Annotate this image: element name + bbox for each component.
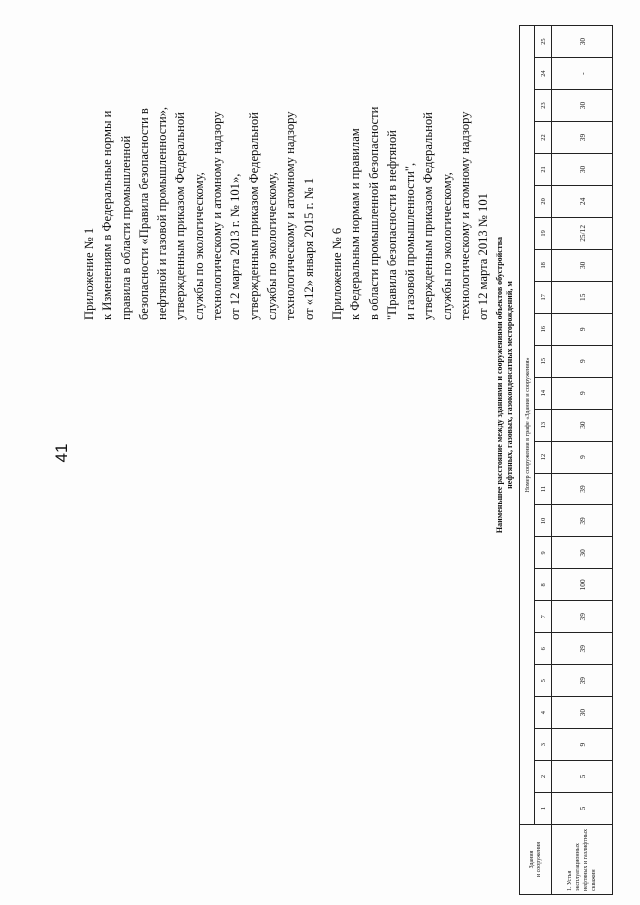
appendix-1-line: службы по экологическому, [191, 172, 206, 320]
column-number-cell: 15 [535, 345, 552, 377]
column-number-row [535, 26, 552, 895]
value-cell: 39 [552, 665, 613, 697]
row-label-line: скважин [591, 869, 597, 891]
value-cell: 30 [552, 537, 613, 569]
column-number-cell: 21 [535, 153, 552, 185]
value-cell: 39 [552, 505, 613, 537]
appendix-6-line: к Федеральным нормам и правилам [348, 128, 363, 320]
appendix-6-line: технологическому и атомному надзору [458, 111, 473, 320]
appendix-6-line: утвержденным приказом Федеральной [421, 112, 436, 320]
appendix-1-block [80, 107, 318, 320]
value-cell: 100 [552, 569, 613, 601]
appendix-1-line: Приложение № 1 [82, 227, 96, 320]
appendix-6-line: службы по экологическому, [439, 172, 454, 320]
column-number-cell: 16 [535, 313, 552, 345]
value-cell: 5 [552, 761, 613, 793]
value-cell: 15 [552, 281, 613, 313]
value-cell: 24 [552, 185, 613, 217]
column-number-cell: 25 [535, 26, 552, 58]
value-cell: 39 [552, 473, 613, 505]
appendix-6-line: Приложение № 6 [330, 227, 344, 320]
appendix-1-line: к Изменениям в Федеральные нормы и [100, 110, 115, 320]
value-cell: - [552, 58, 613, 90]
table-row [552, 26, 613, 895]
appendix-1-line: службы по экологическому, [264, 172, 279, 320]
value-cell: 30 [552, 90, 613, 122]
column-number-cell: 20 [535, 185, 552, 217]
value-cell: 30 [552, 697, 613, 729]
column-number-cell: 4 [535, 697, 552, 729]
column-number-cell: 17 [535, 281, 552, 313]
appendix-6-block [328, 107, 493, 320]
appendix-1-line: от 12 марта 2013 г. № 101», [228, 173, 243, 320]
appendix-1-line: утвержденным приказом Федеральной [246, 112, 261, 320]
value-cell: 30 [552, 153, 613, 185]
row-label-cell [552, 825, 613, 895]
value-cell: 9 [552, 441, 613, 473]
appendix-6-line: и газовой промышленности", [403, 162, 418, 320]
value-cell: 39 [552, 601, 613, 633]
appendix-6-line: в области промышленной безопасности [366, 106, 381, 320]
appendix-6-line: от 12 марта 2013 № 101 [476, 193, 491, 320]
value-cell: 9 [552, 729, 613, 761]
column-number-cell: 24 [535, 58, 552, 90]
table-title [495, 115, 515, 655]
appendix-1-line: правила в области промышленной [118, 135, 133, 320]
table-header-row [520, 26, 535, 895]
value-cell: 30 [552, 409, 613, 441]
table-title-line: Наименьшее расстояние между зданиями и сооружениями объектов обустройства [495, 236, 504, 534]
appendix-6-line: "Правила безопасности в нефтяной [384, 130, 399, 320]
corner-header-cell [520, 825, 552, 895]
row-label-line: нефтяных и газлифтных [583, 828, 589, 891]
column-number-cell: 13 [535, 409, 552, 441]
value-cell: 30 [552, 26, 613, 58]
column-number-cell: 5 [535, 665, 552, 697]
value-cell: 5 [552, 793, 613, 825]
column-number-cell: 12 [535, 441, 552, 473]
column-number-cell: 18 [535, 249, 552, 281]
corner-header-line: и сооружения [535, 841, 542, 878]
row-label-line: 1. Устья [567, 870, 573, 891]
appendix-1-line: от «12» января 2015 г. № 1 [301, 177, 316, 320]
column-number-cell: 9 [535, 537, 552, 569]
table-title-line: нефтяных, газовых, газоконденсатных месторождений, м [505, 281, 514, 489]
corner-header-line: Здания [528, 850, 535, 869]
column-number-cell: 22 [535, 122, 552, 154]
value-cell: 30 [552, 249, 613, 281]
appendix-1-line: безопасности «Правила безопасности в [136, 108, 151, 320]
value-cell: 39 [552, 633, 613, 665]
column-number-cell: 10 [535, 505, 552, 537]
column-number-cell: 11 [535, 473, 552, 505]
row-label-line: эксплуатационных [575, 843, 581, 891]
group-header-cell: Номер сооружения в графе «Здания и сооружения» [520, 26, 535, 825]
column-number-cell: 2 [535, 761, 552, 793]
column-number-cell: 14 [535, 377, 552, 409]
value-cell: 9 [552, 313, 613, 345]
distance-table [519, 25, 613, 895]
page-number: 41 [52, 443, 71, 463]
value-cell: 39 [552, 122, 613, 154]
value-cell: 9 [552, 345, 613, 377]
appendix-1-line: технологическому и атомному надзору [283, 111, 298, 320]
appendix-1-line: технологическому и атомному надзору [210, 111, 225, 320]
appendix-1-line: нефтяной и газовой промышленности», [155, 106, 170, 320]
column-number-cell: 19 [535, 217, 552, 249]
column-number-cell: 3 [535, 729, 552, 761]
column-number-cell: 7 [535, 601, 552, 633]
column-number-cell: 6 [535, 633, 552, 665]
value-cell: 9 [552, 377, 613, 409]
appendix-1-line: утвержденным приказом Федеральной [173, 112, 188, 320]
column-number-cell: 8 [535, 569, 552, 601]
value-cell: 25/12 [552, 217, 613, 249]
column-number-cell: 23 [535, 90, 552, 122]
column-number-cell: 1 [535, 793, 552, 825]
